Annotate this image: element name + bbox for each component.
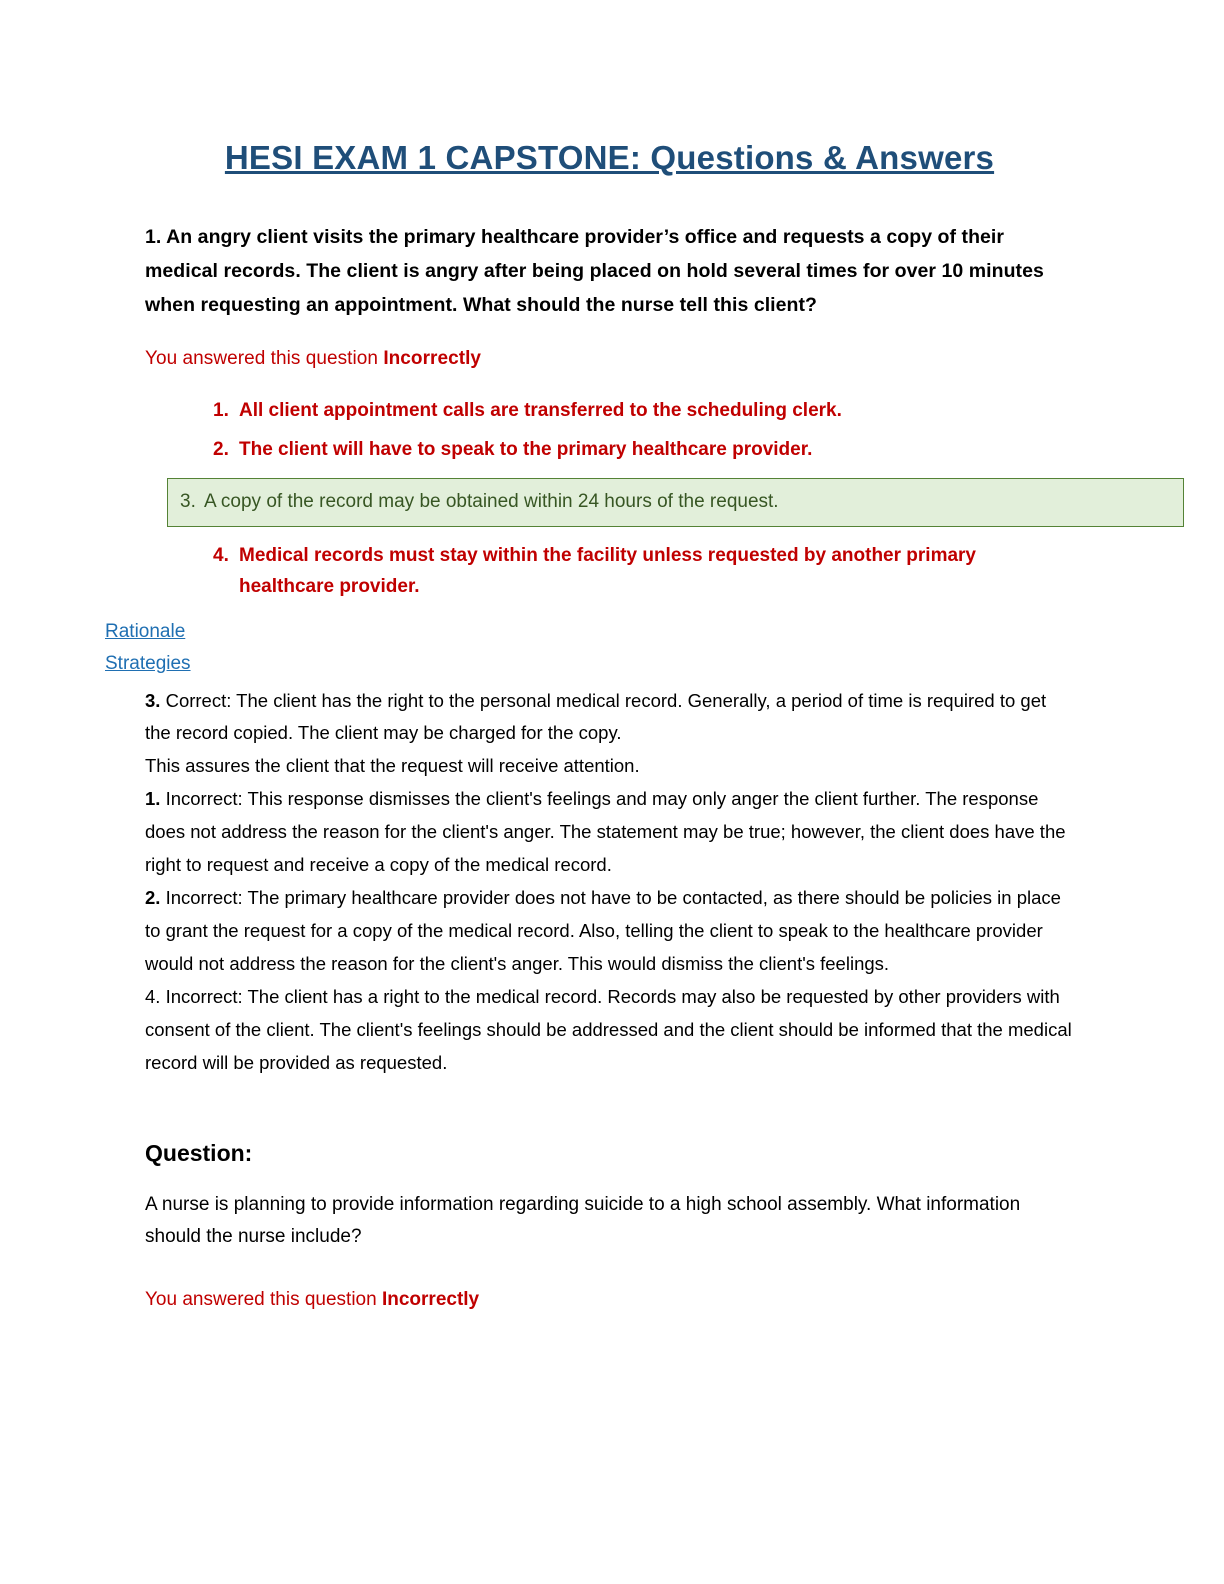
answered-status-badge-2: Incorrectly: [381, 1289, 480, 1311]
rationale-3-text: Correct: The client has the right to the personal medical record. Generally, a period of time is required to get the record copied. The client may be charged for the copy.: [145, 689, 1047, 744]
rationale-3-prefix: 3.: [145, 689, 161, 711]
option-1-label: All client appointment calls are transferred to the scheduling clerk.: [239, 399, 842, 421]
question-1-stem: 1. An angry client visits the primary healthcare provider’s office and requests a copy of their medical records. The client is angry after being placed on hold several times for over 10 minutes when requesting an appointment. What should the nurse tell this client?: [145, 225, 1044, 316]
rationale-4-text: 4. Incorrect: The client has a right to the medical record. Records may also be requested by other providers with consent of the client. The client's feelings should be addressed and the client should be informed that the medical record will be provided as requested.: [145, 985, 1072, 1073]
rationale-paragraph-2: [145, 882, 1074, 981]
question-2-answer-status: [145, 1289, 1074, 1311]
link-strategies[interactable]: Strategies: [105, 653, 191, 675]
option-1-number: 1.: [213, 399, 229, 421]
answered-status-badge: Incorrectly: [383, 347, 482, 369]
link-rationale[interactable]: Rationale: [105, 620, 186, 642]
option-2-number: 2.: [213, 439, 229, 461]
answered-lead-text-2: You answered this question: [145, 1289, 382, 1311]
option-3-label: A copy of the record may be obtained within 24 hours of the request.: [204, 490, 779, 512]
question-1-options: [145, 396, 1074, 602]
rationale-paragraph-4: [145, 981, 1074, 1080]
option-3-correct[interactable]: [167, 478, 1184, 527]
rationale-paragraph-assures: [145, 750, 1074, 783]
option-4-label: Medical records must stay within the facility unless requested by another primary healthcare provider.: [239, 545, 976, 597]
question-2-heading: Question:: [145, 1139, 253, 1166]
rationale-paragraph-1: [145, 783, 1074, 882]
option-4[interactable]: [213, 541, 1074, 602]
option-2[interactable]: [213, 435, 1074, 465]
answered-lead-text: You answered this question: [145, 347, 384, 369]
option-4-number: 4.: [213, 545, 229, 567]
rationale-links: [105, 616, 1074, 681]
page-title: HESI EXAM 1 CAPSTONE: Questions & Answers: [224, 139, 995, 176]
rationale-1-prefix: 1.: [145, 788, 161, 810]
rationale-assures-text: This assures the client that the request will receive attention.: [145, 755, 640, 777]
option-1[interactable]: [213, 396, 1074, 426]
rationale-2-prefix: 2.: [145, 887, 161, 909]
option-2-label: The client will have to speak to the primary healthcare provider.: [239, 439, 813, 461]
rationale-paragraph-3: [145, 685, 1074, 751]
question-1-rationale: [145, 685, 1074, 1080]
question-2-stem: A nurse is planning to provide information regarding suicide to a high school assembly. What information should the nurse include?: [145, 1193, 1021, 1247]
rationale-2-text: Incorrect: The primary healthcare provider does not have to be contacted, as there should be policies in place to grant the request for a copy of the medical record. Also, telling the client to speak to the healthcare provider would not address the reason for the client's anger. This would dismiss the client's feelings.: [145, 887, 1061, 974]
rationale-1-text: Incorrect: This response dismisses the client's feelings and may only anger the client further. The response does not address the reason for the client's anger. The statement may be true; however, the client does have the right to request and receive a copy of the medical record.: [145, 788, 1066, 876]
option-3-number: 3.: [180, 490, 196, 512]
question-1-answer-status: [145, 348, 1074, 370]
